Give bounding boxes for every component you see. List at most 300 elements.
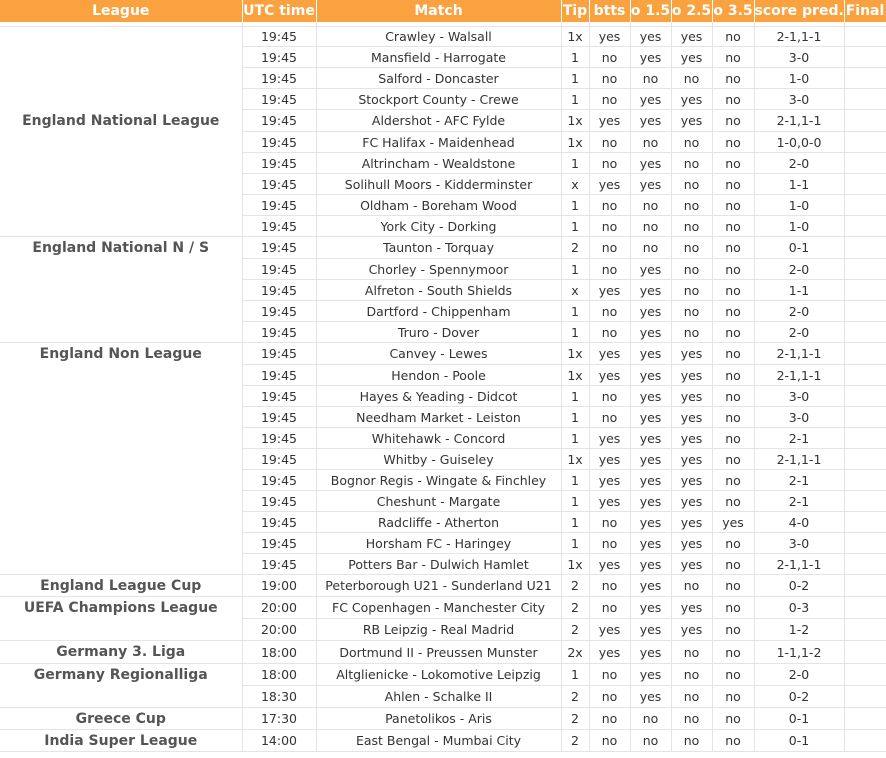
row-btts: no: [589, 407, 630, 428]
row-over-3-5: no: [712, 597, 754, 619]
row-score-pred: 3-0: [754, 89, 844, 110]
row-over-3-5: no: [712, 153, 754, 174]
row-over-3-5: no: [712, 110, 754, 132]
row-time: 19:45: [242, 47, 316, 68]
row-over-2-5: no: [671, 216, 712, 237]
row-tip: 1: [561, 533, 589, 554]
table-row: [0, 407, 886, 428]
row-over-1-5: yes: [630, 110, 671, 132]
row-final: [844, 664, 886, 686]
row-over-2-5: no: [671, 301, 712, 322]
row-time: 19:45: [242, 216, 316, 237]
row-tip: 1x: [561, 343, 589, 365]
table-row: [0, 730, 886, 752]
row-score-pred: 2-1: [754, 491, 844, 512]
row-score-pred: 2-1,1-1: [754, 110, 844, 132]
row-tip: 1x: [561, 449, 589, 470]
row-btts: yes: [589, 641, 630, 664]
row-final: [844, 708, 886, 730]
table-row: [0, 491, 886, 512]
row-time: 19:45: [242, 27, 316, 47]
row-final: [844, 132, 886, 153]
row-final: [844, 470, 886, 491]
row-btts: yes: [589, 365, 630, 386]
header-score-pred: score pred.: [754, 0, 844, 22]
row-league: [0, 174, 242, 195]
row-time: 19:45: [242, 386, 316, 407]
row-tip: 1: [561, 195, 589, 216]
row-score-pred: 2-1: [754, 470, 844, 491]
row-final: [844, 428, 886, 449]
table-row: [0, 89, 886, 110]
row-match: Potters Bar - Dulwich Hamlet: [316, 554, 561, 575]
row-btts: yes: [589, 280, 630, 301]
row-over-3-5: yes: [712, 512, 754, 533]
row-time: 19:45: [242, 237, 316, 259]
row-over-2-5: yes: [671, 491, 712, 512]
row-tip: 1: [561, 664, 589, 686]
row-match: York City - Dorking: [316, 216, 561, 237]
row-final: [844, 512, 886, 533]
row-score-pred: 1-1: [754, 280, 844, 301]
row-over-1-5: yes: [630, 174, 671, 195]
row-league: [0, 449, 242, 470]
row-match: Truro - Dover: [316, 322, 561, 343]
row-final: [844, 554, 886, 575]
row-league: [0, 89, 242, 110]
header-match: Match: [316, 0, 561, 22]
row-btts: no: [589, 153, 630, 174]
header-league: League: [0, 0, 242, 22]
row-final: [844, 533, 886, 554]
row-final: [844, 386, 886, 407]
table-row: [0, 195, 886, 216]
row-over-3-5: no: [712, 27, 754, 47]
row-league: [0, 686, 242, 708]
header-final: Final: [844, 0, 886, 22]
table-row: [0, 428, 886, 449]
row-time: 19:45: [242, 322, 316, 343]
row-score-pred: 3-0: [754, 407, 844, 428]
row-final: [844, 89, 886, 110]
row-match: Stockport County - Crewe: [316, 89, 561, 110]
row-tip: 1: [561, 470, 589, 491]
row-match: RB Leipzig - Real Madrid: [316, 619, 561, 641]
row-time: 19:45: [242, 280, 316, 301]
row-final: [844, 730, 886, 752]
row-over-1-5: yes: [630, 512, 671, 533]
row-league: [0, 554, 242, 575]
row-over-2-5: no: [671, 195, 712, 216]
row-score-pred: 2-1,1-1: [754, 27, 844, 47]
row-league: [0, 132, 242, 153]
row-over-2-5: yes: [671, 470, 712, 491]
row-over-3-5: no: [712, 554, 754, 575]
row-over-3-5: no: [712, 280, 754, 301]
row-over-3-5: no: [712, 386, 754, 407]
row-over-2-5: yes: [671, 428, 712, 449]
row-score-pred: 3-0: [754, 47, 844, 68]
table-row: [0, 343, 886, 365]
row-tip: 1: [561, 491, 589, 512]
row-over-1-5: yes: [630, 386, 671, 407]
header-over-1-5: o 1.5: [630, 0, 671, 22]
row-over-1-5: yes: [630, 322, 671, 343]
row-over-3-5: no: [712, 195, 754, 216]
row-league: [0, 259, 242, 280]
row-over-2-5: yes: [671, 110, 712, 132]
row-match: Salford - Doncaster: [316, 68, 561, 89]
table-row: [0, 575, 886, 597]
row-time: 19:45: [242, 491, 316, 512]
row-match: FC Copenhagen - Manchester City: [316, 597, 561, 619]
row-final: [844, 491, 886, 512]
row-over-1-5: yes: [630, 365, 671, 386]
row-over-2-5: no: [671, 259, 712, 280]
row-over-3-5: no: [712, 301, 754, 322]
row-score-pred: 3-0: [754, 386, 844, 407]
row-tip: 2: [561, 237, 589, 259]
row-score-pred: 2-1: [754, 428, 844, 449]
row-time: 19:45: [242, 407, 316, 428]
table-row: [0, 664, 886, 686]
row-match: Panetolikos - Aris: [316, 708, 561, 730]
row-time: 19:45: [242, 533, 316, 554]
row-tip: 1: [561, 512, 589, 533]
row-tip: 1x: [561, 110, 589, 132]
row-time: 19:45: [242, 365, 316, 386]
row-time: 19:45: [242, 554, 316, 575]
row-match: Taunton - Torquay: [316, 237, 561, 259]
row-match: Cheshunt - Margate: [316, 491, 561, 512]
row-time: 20:00: [242, 619, 316, 641]
header-row: [0, 0, 886, 22]
row-over-3-5: no: [712, 533, 754, 554]
row-btts: yes: [589, 428, 630, 449]
row-league: [0, 280, 242, 301]
row-over-1-5: yes: [630, 554, 671, 575]
row-time: 19:45: [242, 110, 316, 132]
row-score-pred: 0-1: [754, 237, 844, 259]
row-match: Oldham - Boreham Wood: [316, 195, 561, 216]
row-score-pred: 0-1: [754, 708, 844, 730]
table-row: [0, 619, 886, 641]
row-over-1-5: yes: [630, 428, 671, 449]
table-row: [0, 47, 886, 68]
row-over-1-5: yes: [630, 47, 671, 68]
row-btts: no: [589, 195, 630, 216]
row-score-pred: 2-1,1-1: [754, 554, 844, 575]
row-time: 19:45: [242, 449, 316, 470]
row-over-1-5: no: [630, 237, 671, 259]
row-match: Crawley - Walsall: [316, 27, 561, 47]
row-btts: yes: [589, 449, 630, 470]
row-final: [844, 619, 886, 641]
row-btts: yes: [589, 343, 630, 365]
row-final: [844, 449, 886, 470]
table-row: [0, 153, 886, 174]
table-row: [0, 386, 886, 407]
row-tip: 1: [561, 407, 589, 428]
row-over-2-5: yes: [671, 597, 712, 619]
row-over-1-5: yes: [630, 89, 671, 110]
table-row: [0, 686, 886, 708]
row-league: [0, 153, 242, 174]
row-score-pred: 2-0: [754, 153, 844, 174]
table-row: [0, 512, 886, 533]
row-over-2-5: yes: [671, 554, 712, 575]
header-over-3-5: o 3.5: [712, 0, 754, 22]
row-score-pred: 0-2: [754, 575, 844, 597]
row-over-1-5: no: [630, 708, 671, 730]
row-over-3-5: no: [712, 237, 754, 259]
row-btts: no: [589, 386, 630, 407]
row-btts: yes: [589, 491, 630, 512]
header-tip: Tip: [561, 0, 589, 22]
row-over-3-5: no: [712, 449, 754, 470]
row-btts: no: [589, 575, 630, 597]
row-tip: 2: [561, 619, 589, 641]
table-row: [0, 216, 886, 237]
row-over-3-5: no: [712, 89, 754, 110]
row-match: Solihull Moors - Kidderminster: [316, 174, 561, 195]
row-over-1-5: yes: [630, 575, 671, 597]
row-final: [844, 343, 886, 365]
row-match: East Bengal - Mumbai City: [316, 730, 561, 752]
row-btts: no: [589, 708, 630, 730]
row-match: Whitby - Guiseley: [316, 449, 561, 470]
row-league: [0, 27, 242, 47]
row-btts: yes: [589, 110, 630, 132]
row-over-2-5: no: [671, 280, 712, 301]
row-over-2-5: no: [671, 575, 712, 597]
row-league: [0, 216, 242, 237]
table-row: [0, 322, 886, 343]
row-final: [844, 407, 886, 428]
row-score-pred: 3-0: [754, 533, 844, 554]
row-over-1-5: yes: [630, 533, 671, 554]
row-match: Bognor Regis - Wingate & Finchley: [316, 470, 561, 491]
row-tip: 2x: [561, 641, 589, 664]
table-row: [0, 259, 886, 280]
row-match: Hendon - Poole: [316, 365, 561, 386]
row-final: [844, 47, 886, 68]
row-over-1-5: yes: [630, 449, 671, 470]
row-score-pred: 2-1,1-1: [754, 343, 844, 365]
row-league: [0, 470, 242, 491]
row-over-2-5: yes: [671, 533, 712, 554]
row-tip: 1: [561, 153, 589, 174]
row-btts: yes: [589, 27, 630, 47]
row-league: [0, 533, 242, 554]
row-over-1-5: yes: [630, 641, 671, 664]
row-over-3-5: no: [712, 708, 754, 730]
row-final: [844, 68, 886, 89]
row-over-2-5: no: [671, 174, 712, 195]
row-over-1-5: no: [630, 216, 671, 237]
row-match: Hayes & Yeading - Didcot: [316, 386, 561, 407]
row-over-3-5: no: [712, 343, 754, 365]
row-league: [0, 195, 242, 216]
row-over-3-5: no: [712, 216, 754, 237]
row-over-1-5: yes: [630, 407, 671, 428]
row-over-3-5: no: [712, 686, 754, 708]
row-over-2-5: yes: [671, 27, 712, 47]
row-over-3-5: no: [712, 174, 754, 195]
row-btts: no: [589, 512, 630, 533]
row-match: Mansfield - Harrogate: [316, 47, 561, 68]
table-row: [0, 641, 886, 664]
row-league: UEFA Champions League: [0, 597, 242, 619]
row-score-pred: 1-0: [754, 195, 844, 216]
row-over-2-5: no: [671, 322, 712, 343]
row-over-3-5: no: [712, 470, 754, 491]
row-tip: 1: [561, 259, 589, 280]
row-match: Needham Market - Leiston: [316, 407, 561, 428]
row-tip: 1: [561, 322, 589, 343]
row-time: 19:45: [242, 174, 316, 195]
row-score-pred: 4-0: [754, 512, 844, 533]
row-score-pred: 2-0: [754, 322, 844, 343]
row-tip: 2: [561, 597, 589, 619]
row-score-pred: 2-0: [754, 259, 844, 280]
row-over-2-5: no: [671, 664, 712, 686]
table-row: [0, 280, 886, 301]
row-time: 19:45: [242, 470, 316, 491]
row-btts: yes: [589, 470, 630, 491]
row-league: England National N / S: [0, 237, 242, 259]
table-row: [0, 597, 886, 619]
row-league: England Non League: [0, 343, 242, 365]
row-league: England League Cup: [0, 575, 242, 597]
row-btts: no: [589, 664, 630, 686]
row-btts: yes: [589, 554, 630, 575]
row-score-pred: 0-3: [754, 597, 844, 619]
row-btts: no: [589, 730, 630, 752]
table-row: [0, 110, 886, 132]
row-over-2-5: yes: [671, 343, 712, 365]
row-time: 19:45: [242, 89, 316, 110]
row-score-pred: 1-2: [754, 619, 844, 641]
row-league: [0, 512, 242, 533]
row-league: [0, 68, 242, 89]
row-final: [844, 27, 886, 47]
row-final: [844, 575, 886, 597]
row-over-1-5: yes: [630, 153, 671, 174]
row-over-1-5: yes: [630, 27, 671, 47]
row-time: 17:30: [242, 708, 316, 730]
row-final: [844, 280, 886, 301]
row-time: 19:45: [242, 195, 316, 216]
row-tip: 2: [561, 686, 589, 708]
row-time: 14:00: [242, 730, 316, 752]
row-btts: no: [589, 237, 630, 259]
row-btts: no: [589, 597, 630, 619]
row-time: 19:45: [242, 153, 316, 174]
row-over-1-5: yes: [630, 280, 671, 301]
row-over-2-5: no: [671, 686, 712, 708]
row-tip: 1x: [561, 554, 589, 575]
row-time: 19:45: [242, 428, 316, 449]
row-over-2-5: no: [671, 708, 712, 730]
row-over-1-5: yes: [630, 491, 671, 512]
row-league: [0, 386, 242, 407]
row-time: 19:45: [242, 512, 316, 533]
row-final: [844, 237, 886, 259]
row-btts: no: [589, 47, 630, 68]
row-over-2-5: yes: [671, 386, 712, 407]
row-match: Dartford - Chippenham: [316, 301, 561, 322]
row-tip: 1: [561, 68, 589, 89]
row-tip: 2: [561, 575, 589, 597]
row-tip: 1: [561, 89, 589, 110]
row-tip: 1x: [561, 132, 589, 153]
row-over-2-5: yes: [671, 407, 712, 428]
row-league: Germany 3. Liga: [0, 641, 242, 664]
row-tip: x: [561, 280, 589, 301]
row-tip: 1: [561, 301, 589, 322]
table-row: [0, 68, 886, 89]
table-row: [0, 27, 886, 47]
row-time: 19:45: [242, 259, 316, 280]
row-tip: 2: [561, 708, 589, 730]
row-score-pred: 0-2: [754, 686, 844, 708]
row-match: Dortmund II - Preussen Munster: [316, 641, 561, 664]
row-over-2-5: yes: [671, 619, 712, 641]
row-btts: yes: [589, 619, 630, 641]
row-over-3-5: no: [712, 322, 754, 343]
row-match: Whitehawk - Concord: [316, 428, 561, 449]
row-over-2-5: no: [671, 132, 712, 153]
row-over-3-5: no: [712, 619, 754, 641]
row-tip: 1: [561, 386, 589, 407]
row-over-3-5: no: [712, 68, 754, 89]
row-league: [0, 322, 242, 343]
row-over-1-5: yes: [630, 664, 671, 686]
row-btts: no: [589, 686, 630, 708]
row-match: Altrincham - Wealdstone: [316, 153, 561, 174]
row-league: [0, 365, 242, 386]
header-over-2-5: o 2.5: [671, 0, 712, 22]
table-row: [0, 365, 886, 386]
row-over-3-5: no: [712, 259, 754, 280]
row-match: Peterborough U21 - Sunderland U21: [316, 575, 561, 597]
row-over-1-5: yes: [630, 597, 671, 619]
table-row: [0, 132, 886, 153]
row-match: Altglienicke - Lokomotive Leipzig: [316, 664, 561, 686]
table-row: [0, 470, 886, 491]
row-tip: 2: [561, 730, 589, 752]
row-match: FC Halifax - Maidenhead: [316, 132, 561, 153]
row-btts: yes: [589, 174, 630, 195]
row-final: [844, 110, 886, 132]
row-score-pred: 2-0: [754, 301, 844, 322]
row-tip: 1x: [561, 27, 589, 47]
row-over-1-5: no: [630, 68, 671, 89]
row-over-2-5: no: [671, 237, 712, 259]
row-over-1-5: no: [630, 730, 671, 752]
row-league: India Super League: [0, 730, 242, 752]
row-btts: no: [589, 533, 630, 554]
row-score-pred: 1-0,0-0: [754, 132, 844, 153]
row-tip: 1x: [561, 365, 589, 386]
header-btts: btts: [589, 0, 630, 22]
row-score-pred: 2-1,1-1: [754, 365, 844, 386]
row-final: [844, 322, 886, 343]
table-row: [0, 301, 886, 322]
row-over-3-5: no: [712, 730, 754, 752]
row-tip: 1: [561, 47, 589, 68]
